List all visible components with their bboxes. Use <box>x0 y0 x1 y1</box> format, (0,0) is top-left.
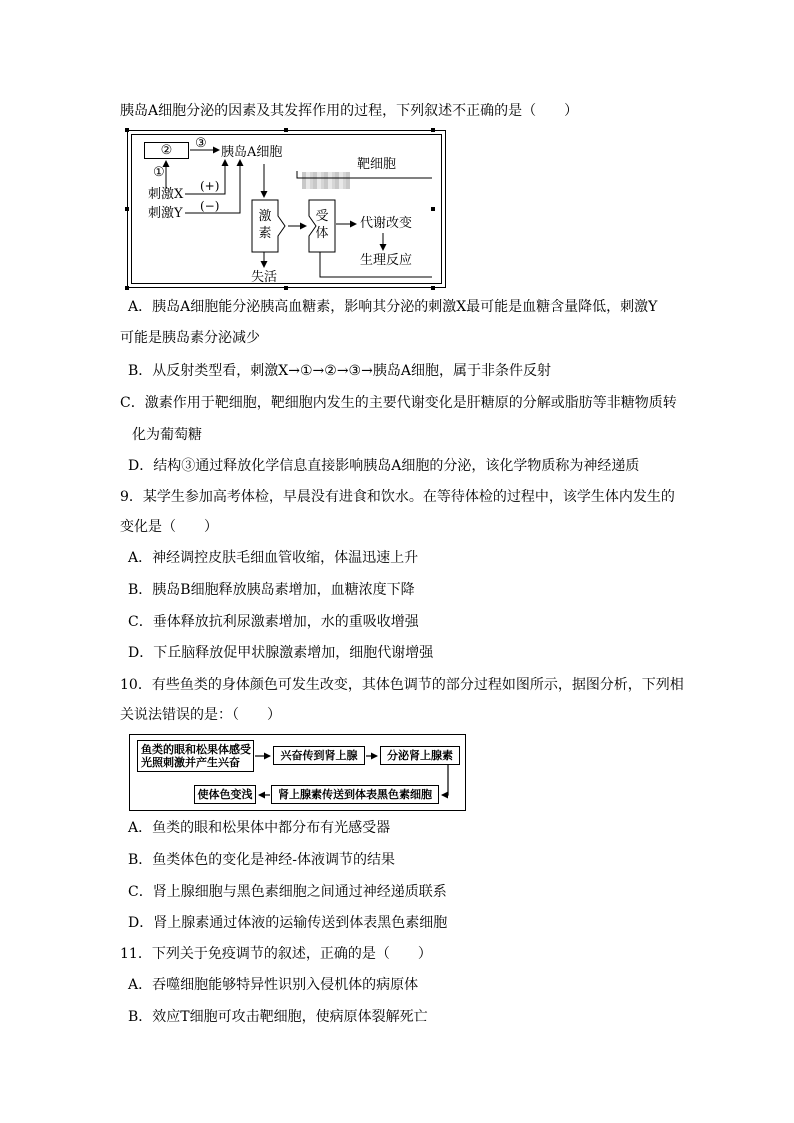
q11-option-b: B．效应T细胞可攻击靶细胞，使病原体裂解死亡 <box>128 1009 428 1025</box>
metabolism-change-label: 代谢改变 <box>360 216 413 231</box>
physiological-response-label: 生理反应 <box>360 253 413 268</box>
inhibit-label: (−) <box>200 199 220 213</box>
q8-stem: 胰岛A细胞分泌的因素及其发挥作用的过程，下列叙述不正确的是（ ） <box>120 103 579 119</box>
q11-stem: 11．下列关于免疫调节的叙述，正确的是（ ） <box>120 946 432 962</box>
stimulus-y-label: 刺激Y <box>148 206 183 221</box>
q8-option-a-cont: 可能是胰岛素分泌减少 <box>120 330 260 346</box>
hormone-char: 激 <box>258 209 272 224</box>
q10-option-c: C．肾上腺细胞与黑色素细胞之间通过神经递质联系 <box>128 884 447 900</box>
q8-option-c-cont: 化为葡萄糖 <box>132 427 202 443</box>
step-secrete-epinephrine-box: 分泌肾上腺素 <box>380 746 460 765</box>
promote-label: (+) <box>200 179 220 193</box>
q9-stem: 9．某学生参加高考体检，早晨没有进食和饮水。在等待体检的过程中，该学生体内发生的 <box>120 489 675 505</box>
q9-option-a: A．神经调控皮肤毛细血管收缩，体温迅速上升 <box>128 550 419 566</box>
step-light-stimulus-line: 光照刺激并产生兴奋 <box>141 756 240 769</box>
q8-option-d: D．结构③通过释放化学信息直接影响胰岛A细胞的分泌，该化学物质称为神经递质 <box>128 458 640 474</box>
hormone-char: 素 <box>258 226 272 241</box>
receptor-char: 体 <box>315 226 329 241</box>
structure-1-label: ① <box>153 165 165 180</box>
step-transport-box: 肾上腺素传送到体表黑色素细胞 <box>271 785 439 804</box>
step-light-stimulus-line: 鱼类的眼和松果体感受 <box>141 743 251 756</box>
islet-a-cell-label: 胰岛A细胞 <box>221 145 283 160</box>
q10-stem: 10．有些鱼类的身体颜色可发生改变，其体色调节的部分过程如图所示，据图分析，下列相 <box>120 677 684 693</box>
q10-option-a: A．鱼类的眼和松果体中都分布有光感受器 <box>128 820 391 836</box>
q9-option-b: B．胰岛B细胞释放胰岛素增加，血糖浓度下降 <box>128 582 415 598</box>
q10-option-d: D．肾上腺素通过体液的运输传送到体表黑色素细胞 <box>128 915 448 931</box>
q10-option-b: B．鱼类体色的变化是神经-体液调节的结果 <box>128 852 396 868</box>
q11-option-a: A．吞噬细胞能够特异性识别入侵机体的病原体 <box>128 977 419 993</box>
q9-option-c: C．垂体释放抗利尿激素增加，水的重吸收增强 <box>128 614 419 630</box>
arrow-to-transport <box>442 765 448 795</box>
q8-option-b: B．从反射类型看，刺激X→①→②→③→胰岛A细胞，属于非条件反射 <box>128 363 551 379</box>
step-excite-adrenal-box: 兴奋传到肾上腺 <box>273 746 365 765</box>
inactivation-label: 失活 <box>251 270 278 285</box>
q10-stem-cont: 关说法错误的是：（ ） <box>120 707 281 723</box>
structure-3-label: ③ <box>195 136 207 151</box>
q9-stem-cont: 变化是（ ） <box>120 519 218 535</box>
q9-option-d: D．下丘脑释放促甲状腺激素增加，细胞代谢增强 <box>128 645 434 661</box>
stimulus-x-label: 刺激X <box>148 187 184 202</box>
step-lighten-color-box: 使体色变浅 <box>194 785 256 804</box>
target-cell-label: 靶细胞 <box>357 157 397 172</box>
structure-2-label: ② <box>160 143 173 158</box>
q8-option-c: C．激素作用于靶细胞，靶细胞内发生的主要代谢变化是肝糖原的分解或脂肪等非糖物质转 <box>120 395 677 411</box>
receptor-char: 受 <box>315 209 329 224</box>
q8-option-a: A．胰岛A细胞能分泌胰高血糖素，影响其分泌的刺激X最可能是血糖含量降低，刺激Y <box>128 299 658 315</box>
